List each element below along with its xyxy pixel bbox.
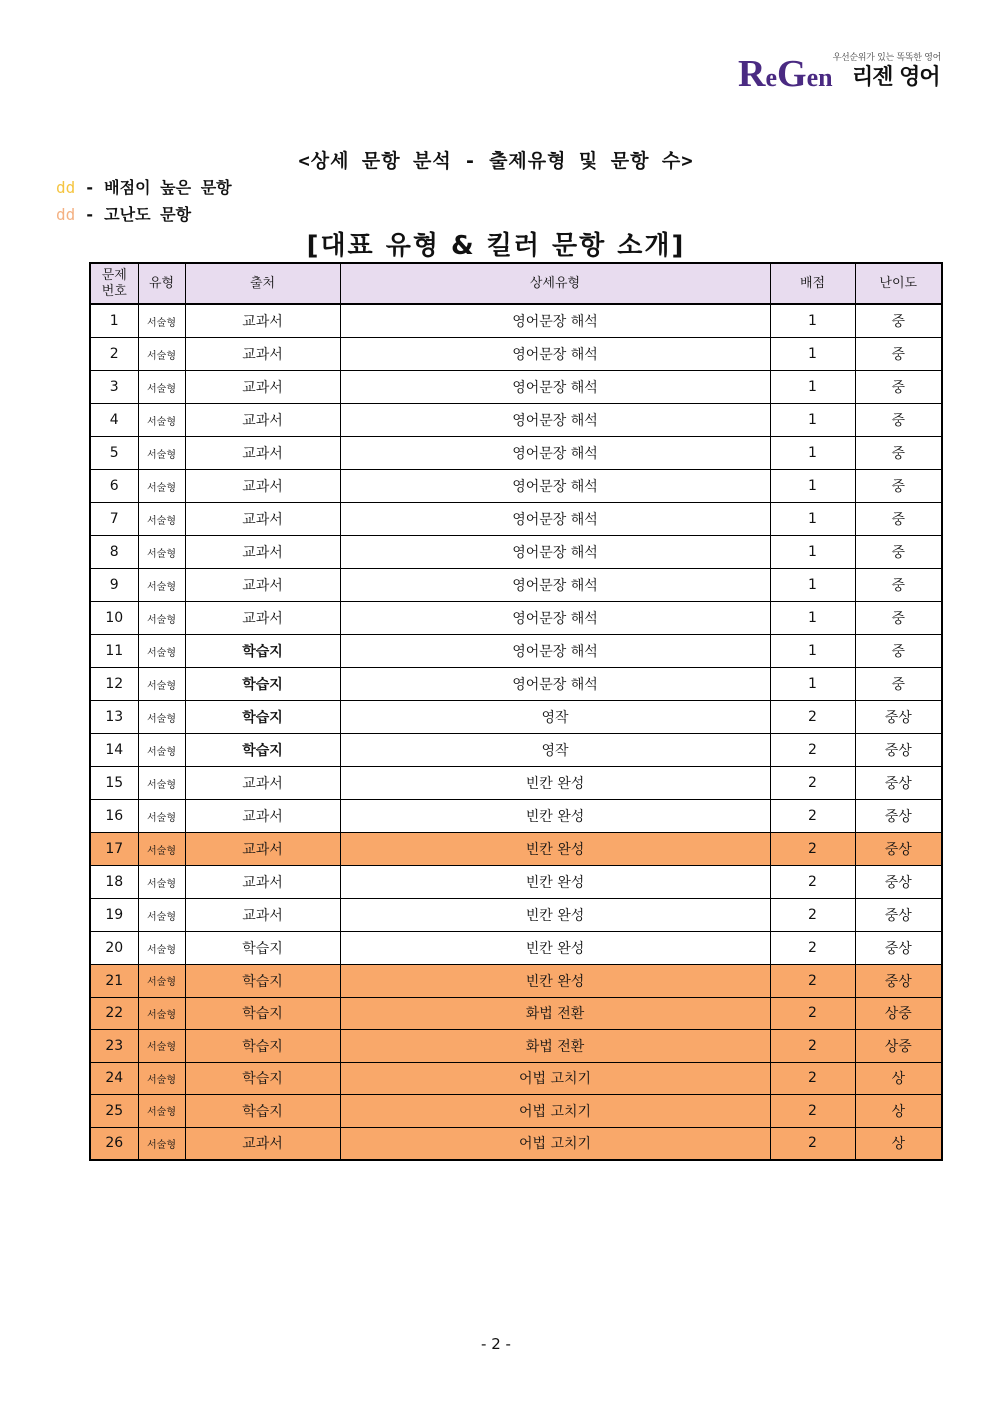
table-row	[90, 701, 942, 734]
cell-source: 교과서	[185, 602, 340, 635]
cell-number: 2	[90, 338, 138, 371]
table-row	[90, 1062, 942, 1095]
cell-points: 1	[770, 371, 855, 404]
cell-source: 학습지	[185, 1030, 340, 1063]
table-row	[90, 932, 942, 965]
cell-detail-type: 영어문장 해석	[340, 437, 770, 470]
table-row	[90, 635, 942, 668]
cell-difficulty: 중	[855, 470, 942, 503]
table-row	[90, 997, 942, 1030]
cell-type: 서술형	[138, 767, 185, 800]
cell-source: 교과서	[185, 899, 340, 932]
cell-number: 11	[90, 635, 138, 668]
cell-type: 서술형	[138, 635, 185, 668]
cell-points: 2	[770, 1095, 855, 1128]
table-row	[90, 734, 942, 767]
table-row	[90, 470, 942, 503]
cell-detail-type: 어법 고치기	[340, 1127, 770, 1160]
cell-difficulty: 중	[855, 304, 942, 338]
cell-source: 교과서	[185, 503, 340, 536]
table-row	[90, 899, 942, 932]
cell-number: 10	[90, 602, 138, 635]
cell-number: 14	[90, 734, 138, 767]
table-row	[90, 602, 942, 635]
cell-detail-type: 영작	[340, 734, 770, 767]
cell-source: 교과서	[185, 800, 340, 833]
cell-difficulty: 중	[855, 503, 942, 536]
cell-type: 서술형	[138, 866, 185, 899]
brand-logo	[738, 48, 943, 95]
cell-source: 학습지	[185, 997, 340, 1030]
cell-source: 교과서	[185, 569, 340, 602]
cell-number: 16	[90, 800, 138, 833]
cell-number: 24	[90, 1062, 138, 1095]
cell-source: 학습지	[185, 932, 340, 965]
cell-type: 서술형	[138, 1030, 185, 1063]
cell-points: 2	[770, 701, 855, 734]
cell-detail-type: 빈칸 완성	[340, 767, 770, 800]
legend-swatch-high-difficulty: dd	[56, 205, 76, 224]
cell-points: 2	[770, 1127, 855, 1160]
header-points: 배점	[770, 263, 855, 304]
table-row	[90, 304, 942, 338]
cell-type: 서술형	[138, 536, 185, 569]
cell-source: 학습지	[185, 1095, 340, 1128]
cell-points: 2	[770, 965, 855, 998]
cell-difficulty: 중	[855, 635, 942, 668]
cell-source: 학습지	[185, 635, 340, 668]
cell-difficulty: 중상	[855, 767, 942, 800]
cell-number: 9	[90, 569, 138, 602]
cell-source: 교과서	[185, 304, 340, 338]
section-subtitle: <상세 문항 분석 - 출제유형 및 문항 수>	[298, 150, 694, 172]
cell-detail-type: 어법 고치기	[340, 1062, 770, 1095]
cell-number: 23	[90, 1030, 138, 1063]
cell-type: 서술형	[138, 602, 185, 635]
cell-detail-type: 영어문장 해석	[340, 304, 770, 338]
cell-difficulty: 중상	[855, 965, 942, 998]
cell-difficulty: 중	[855, 338, 942, 371]
cell-number: 1	[90, 304, 138, 338]
cell-difficulty: 중	[855, 437, 942, 470]
cell-points: 1	[770, 602, 855, 635]
cell-number: 3	[90, 371, 138, 404]
cell-points: 1	[770, 338, 855, 371]
cell-type: 서술형	[138, 503, 185, 536]
cell-difficulty: 상	[855, 1062, 942, 1095]
cell-type: 서술형	[138, 338, 185, 371]
legend-text-high-points: - 배점이 높은 문항	[75, 178, 232, 197]
cell-detail-type: 어법 고치기	[340, 1095, 770, 1128]
table-row	[90, 1127, 942, 1160]
cell-difficulty: 중	[855, 602, 942, 635]
cell-detail-type: 영어문장 해석	[340, 338, 770, 371]
cell-points: 1	[770, 437, 855, 470]
cell-difficulty: 중	[855, 404, 942, 437]
page-title: [대표 유형 & 킬러 문항 소개]	[306, 231, 686, 261]
cell-source: 학습지	[185, 965, 340, 998]
cell-detail-type: 빈칸 완성	[340, 899, 770, 932]
cell-source: 교과서	[185, 1127, 340, 1160]
question-analysis-table	[89, 262, 943, 1161]
cell-number: 21	[90, 965, 138, 998]
cell-points: 1	[770, 404, 855, 437]
cell-source: 학습지	[185, 668, 340, 701]
cell-number: 17	[90, 833, 138, 866]
table-row	[90, 1030, 942, 1063]
cell-points: 2	[770, 997, 855, 1030]
cell-points: 1	[770, 470, 855, 503]
cell-number: 8	[90, 536, 138, 569]
cell-difficulty: 상	[855, 1095, 942, 1128]
table-row	[90, 668, 942, 701]
cell-type: 서술형	[138, 833, 185, 866]
cell-detail-type: 빈칸 완성	[340, 833, 770, 866]
cell-type: 서술형	[138, 800, 185, 833]
table-row	[90, 437, 942, 470]
cell-number: 26	[90, 1127, 138, 1160]
cell-source: 교과서	[185, 866, 340, 899]
cell-number: 13	[90, 701, 138, 734]
header-source: 출처	[185, 263, 340, 304]
cell-points: 1	[770, 635, 855, 668]
cell-detail-type: 화법 전환	[340, 997, 770, 1030]
legend-swatch-high-points: dd	[56, 178, 76, 197]
legend-high-difficulty	[56, 202, 191, 225]
header-difficulty: 난이도	[855, 263, 942, 304]
cell-points: 2	[770, 767, 855, 800]
table-row	[90, 371, 942, 404]
table-row	[90, 1095, 942, 1128]
cell-source: 교과서	[185, 437, 340, 470]
header-detail-type: 상세유형	[340, 263, 770, 304]
cell-points: 2	[770, 800, 855, 833]
legend-text-high-difficulty: - 고난도 문항	[75, 205, 192, 224]
cell-source: 학습지	[185, 734, 340, 767]
table-row	[90, 833, 942, 866]
cell-type: 서술형	[138, 965, 185, 998]
table-row	[90, 404, 942, 437]
cell-detail-type: 영작	[340, 701, 770, 734]
header-type: 유형	[138, 263, 185, 304]
cell-points: 2	[770, 866, 855, 899]
logo-tagline: 우선순위가 있는 똑똑한 영어	[832, 53, 941, 63]
table-row	[90, 866, 942, 899]
cell-number: 5	[90, 437, 138, 470]
table-row	[90, 965, 942, 998]
cell-type: 서술형	[138, 437, 185, 470]
page-number: - 2 -	[481, 1335, 511, 1353]
cell-difficulty: 중	[855, 371, 942, 404]
cell-number: 20	[90, 932, 138, 965]
cell-points: 1	[770, 536, 855, 569]
table-row	[90, 536, 942, 569]
cell-detail-type: 빈칸 완성	[340, 800, 770, 833]
cell-source: 교과서	[185, 338, 340, 371]
cell-source: 교과서	[185, 404, 340, 437]
table-body	[90, 304, 942, 1160]
cell-difficulty: 중	[855, 536, 942, 569]
cell-detail-type: 영어문장 해석	[340, 602, 770, 635]
cell-type: 서술형	[138, 371, 185, 404]
cell-type: 서술형	[138, 304, 185, 338]
cell-difficulty: 중상	[855, 701, 942, 734]
cell-type: 서술형	[138, 668, 185, 701]
cell-detail-type: 영어문장 해석	[340, 470, 770, 503]
table-row	[90, 503, 942, 536]
table-header-row	[90, 263, 942, 304]
legend-high-points	[56, 175, 232, 198]
cell-type: 서술형	[138, 1095, 185, 1128]
cell-type: 서술형	[138, 701, 185, 734]
cell-number: 25	[90, 1095, 138, 1128]
cell-difficulty: 중상	[855, 899, 942, 932]
cell-detail-type: 영어문장 해석	[340, 371, 770, 404]
cell-type: 서술형	[138, 932, 185, 965]
cell-points: 2	[770, 1062, 855, 1095]
cell-type: 서술형	[138, 997, 185, 1030]
cell-number: 7	[90, 503, 138, 536]
cell-type: 서술형	[138, 899, 185, 932]
cell-difficulty: 중상	[855, 932, 942, 965]
logo-brand: ReGen	[738, 53, 833, 95]
cell-difficulty: 중	[855, 569, 942, 602]
cell-points: 1	[770, 569, 855, 602]
cell-difficulty: 상중	[855, 1030, 942, 1063]
table-row	[90, 569, 942, 602]
cell-source: 학습지	[185, 1062, 340, 1095]
cell-points: 1	[770, 668, 855, 701]
cell-type: 서술형	[138, 1062, 185, 1095]
cell-difficulty: 상	[855, 1127, 942, 1160]
cell-points: 1	[770, 503, 855, 536]
cell-number: 15	[90, 767, 138, 800]
cell-number: 22	[90, 997, 138, 1030]
cell-points: 2	[770, 899, 855, 932]
cell-difficulty: 중상	[855, 866, 942, 899]
table-row	[90, 338, 942, 371]
cell-type: 서술형	[138, 569, 185, 602]
table-row	[90, 767, 942, 800]
cell-source: 교과서	[185, 536, 340, 569]
cell-points: 2	[770, 734, 855, 767]
cell-detail-type: 영어문장 해석	[340, 536, 770, 569]
cell-detail-type: 빈칸 완성	[340, 965, 770, 998]
header-number: 문제 번호	[90, 263, 138, 304]
cell-points: 2	[770, 833, 855, 866]
cell-detail-type: 영어문장 해석	[340, 404, 770, 437]
cell-source: 교과서	[185, 767, 340, 800]
cell-points: 1	[770, 304, 855, 338]
cell-difficulty: 중상	[855, 734, 942, 767]
cell-difficulty: 중상	[855, 833, 942, 866]
cell-source: 교과서	[185, 833, 340, 866]
cell-number: 19	[90, 899, 138, 932]
cell-detail-type: 영어문장 해석	[340, 635, 770, 668]
cell-source: 교과서	[185, 371, 340, 404]
table-row	[90, 800, 942, 833]
cell-detail-type: 영어문장 해석	[340, 569, 770, 602]
cell-type: 서술형	[138, 404, 185, 437]
cell-source: 학습지	[185, 701, 340, 734]
cell-detail-type: 영어문장 해석	[340, 503, 770, 536]
cell-detail-type: 화법 전환	[340, 1030, 770, 1063]
cell-detail-type: 영어문장 해석	[340, 668, 770, 701]
cell-number: 18	[90, 866, 138, 899]
cell-type: 서술형	[138, 734, 185, 767]
cell-type: 서술형	[138, 1127, 185, 1160]
cell-detail-type: 빈칸 완성	[340, 932, 770, 965]
cell-type: 서술형	[138, 470, 185, 503]
logo-korean: 리젠 영어	[852, 65, 940, 90]
cell-detail-type: 빈칸 완성	[340, 866, 770, 899]
cell-source: 교과서	[185, 470, 340, 503]
cell-difficulty: 상중	[855, 997, 942, 1030]
cell-number: 6	[90, 470, 138, 503]
cell-difficulty: 중상	[855, 800, 942, 833]
cell-difficulty: 중	[855, 668, 942, 701]
cell-points: 2	[770, 1030, 855, 1063]
cell-number: 4	[90, 404, 138, 437]
cell-number: 12	[90, 668, 138, 701]
cell-points: 2	[770, 932, 855, 965]
